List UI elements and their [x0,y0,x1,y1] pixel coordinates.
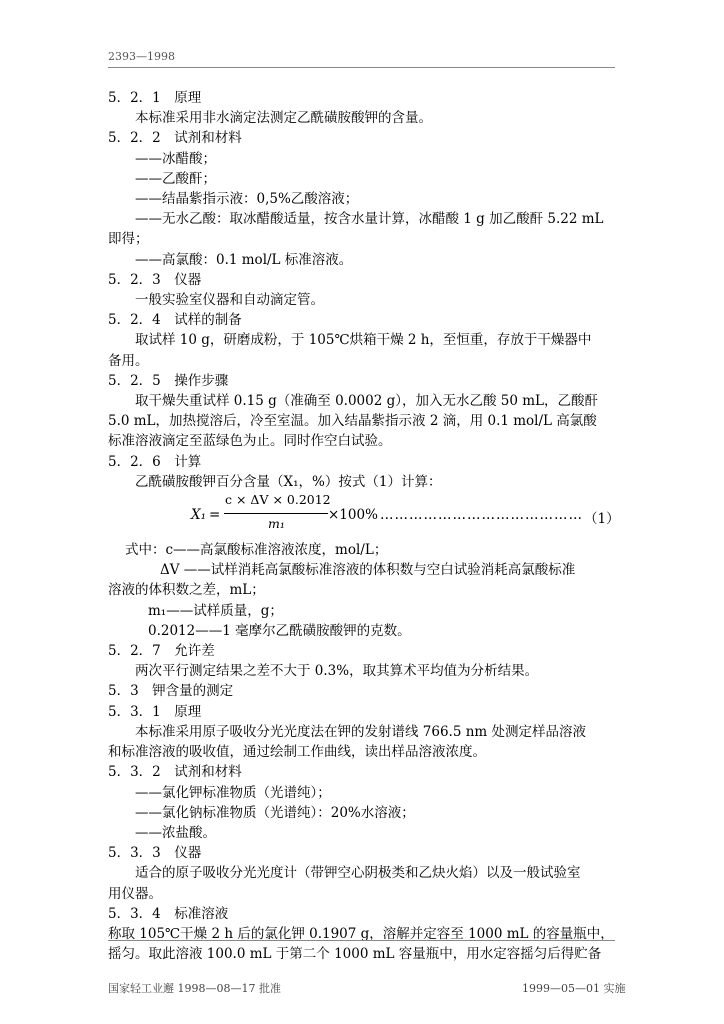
list-item: ——浓盐酸。 [135,824,216,841]
list-item: ——无水乙酸：取冰醋酸适量，按含水量计算，冰醋酸 1 g 加乙酸酐 5.22 mL [135,211,604,228]
paragraph-continuation: 摇匀。取此溶液 100.0 mL 于第二个 1000 mL 容量瓶中，用水定容摇匀后得贮备 [108,946,602,963]
paragraph-continuation: 用仪器。 [108,885,162,902]
section-heading: 5．3．4 标准溶液 [108,905,229,922]
section-heading: 5．2．6 计算 [108,453,202,470]
footer-rule [108,940,615,941]
footer-implementation: 1999—05—01 实施 [522,982,626,995]
paragraph: 适合的原子吸收分光光度计（带钾空心阴极类和乙炔火焰）以及一般试验室 [135,865,581,882]
paragraph-continuation: 即得； [108,231,149,248]
section-heading: 5．2．3 仪器 [108,271,202,288]
formula-multiplier: ×100% [328,507,378,524]
list-item: ——高氯酸：0.1 mol/L 标准溶液。 [135,251,353,268]
paragraph: 取试样 10 g，研磨成粉，于 105℃烘箱干燥 2 h，至恒重，存放于干燥器中 [135,332,592,349]
variable-definition: ΔV ——试样消耗高氯酸标准溶液的体积数与空白试验消耗高氯酸标准 [160,562,576,579]
formula-numerator: c × ΔV × 0.2012 [225,492,331,508]
variable-definition: 0.2012——1 毫摩尔乙酰磺胺酸钾的克数。 [148,622,411,639]
formula-equals: = [209,507,221,524]
section-heading: 5．3 钾含量的测定 [108,683,234,700]
list-item: ——乙酸酐； [135,170,216,187]
section-heading: 5．3．2 试剂和材料 [108,764,242,781]
paragraph-continuation: 5.0 mL，加热搅溶后，冷至室温。加入结晶紫指示液 2 滴，用 0.1 mol/L 高氯酸 [108,413,597,430]
paragraph-continuation: 和标准溶液的吸收值，通过绘制工作曲线，读出样品溶液浓度。 [108,744,486,761]
paragraph: 本标准采用非水滴定法测定乙酰磺胺酸钾的含量。 [135,110,432,127]
paragraph-continuation: 溶液的体积数之差，mL； [108,582,265,599]
variable-definition: 式中：c——高氯酸标准溶液浓度，mol/L； [125,542,388,559]
paragraph: 本标准采用原子吸收分光光度法在钾的发射谱线 766.5 nm 处测定样品溶液 [135,723,587,740]
paragraph-continuation: 备用。 [108,352,149,369]
paragraph: 称取 105℃干燥 2 h 后的氯化钾 0.1907 g，溶解并定容至 1000 mL 的容量瓶中， [108,925,614,942]
list-item: ——氯化钾标准物质（光谱纯）； [135,784,331,801]
list-item: ——冰醋酸； [135,150,216,167]
formula-lhs: X₁ [191,507,207,524]
formula-1 [108,492,618,540]
formula-number: （1） [584,511,620,528]
paragraph: 两次平行测定结果之差不大于 0.3%，取其算术平均值为分析结果。 [135,663,539,680]
section-heading: 5．2．5 操作步骤 [108,372,229,389]
header-code: 2393—1998 [108,50,175,63]
section-heading: 5．2．2 试剂和材料 [108,130,242,147]
formula-denominator: m₁ [268,516,285,532]
section-heading: 5．2．7 允许差 [108,643,215,660]
paragraph: 取干燥失重试样 0.15 g（准确至 0.0002 g），加入无水乙酸 50 mL，乙酸酐 [135,393,599,410]
variable-definition: m₁——试样质量，g； [148,602,283,619]
list-item: ——氯化钠标准物质（光谱纯）：20%水溶液； [135,804,415,821]
paragraph-continuation: 标准溶液滴定至蓝绿色为止。同时作空白试验。 [108,433,392,450]
formula-leader-dots: …………………………………… [380,507,583,524]
section-heading: 5．3．3 仪器 [108,845,202,862]
paragraph: 乙酰磺胺酸钾百分含量（X₁，%）按式（1）计算： [135,473,442,490]
section-heading: 5．3．1 原理 [108,703,202,720]
document-body [108,88,618,964]
section-heading: 5．2．1 原理 [108,90,202,106]
header-rule [108,67,615,68]
section-heading: 5．2．4 试样的制备 [108,312,242,329]
footer-approval: 国家轻工业邂 1998—08—17 批准 [108,982,281,995]
paragraph: 一般实验室仪器和自动滴定管。 [135,292,324,309]
list-item: ——结晶紫指示液：0,5%乙酸溶液； [135,191,359,208]
fraction-bar [224,513,328,514]
